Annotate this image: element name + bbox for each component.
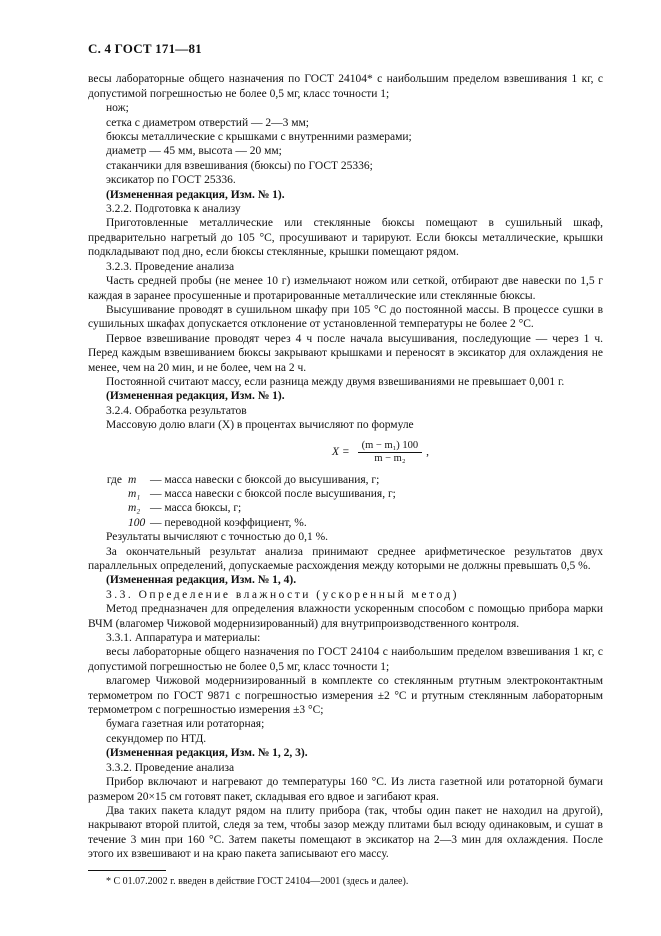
paragraph: диаметр — 45 мм, высота — 20 мм; [106,145,282,158]
legend-dsc: — переводной коэффициент, %. [150,516,307,529]
formula-numerator: (m − m₁) 100 [358,440,423,453]
legend-lbl: где [106,473,122,486]
footnote-divider [88,870,166,871]
paragraph: Два таких пакета кладут рядом на плиту прибора (так, чтобы один пакет не находил на другой), накрывают второй плитой, следя за тем, чтобы зазор между плитами был всюду одинаковым, и сушат в течение 3 мин при 160 °С. Затем пакеты помещают в эксикатор на 2—3 мин для охлаждения. После этого их взвешивают и на краю пакета записывают его массу. [88,804,603,861]
paragraph: Часть средней пробы (не менее 10 г) измельчают ножом или сеткой, отбирают две навески по 1,5 г каждая в заранее просушенные и протарированные металлические или стеклянные бюксы. [88,275,603,302]
paragraph: Высушивание проводят в сушильном шкафу при 105 °С до постоянной массы. В процессе сушки в сушильных шкафах допускается отклонение от установленной температуры не более 2 °С. [88,303,603,331]
paragraph: бюксы металлические с крышками с внутренними размерами; [106,131,412,144]
paragraph: (Измененная редакция, Изм. № 1). [106,188,285,201]
paragraph: Первое взвешивание проводят через 4 ч после начала высушивания, последующие — через 1 ч. Перед каждым взвешиванием бюксы закрывают крышками и переносят в эксикатор для охлаждения не менее, чем на 20 мин, и не более, чем на 2 ч. [88,332,603,374]
legend-row [88,487,603,501]
paragraph: влагомер Чижовой модернизированный в комплекте со стеклянным ртутным электроконтактным термометром по ГОСТ 9871 с погрешностью измерения ±2 °С и ртутным стеклянным лабораторным термометром с погрешностью измерения ±3 °С; [88,675,603,717]
paragraph: 3.3.1. Аппаратура и материалы: [106,632,261,645]
paragraph: Массовую долю влаги (X) в процентах вычисляют по формуле [106,419,414,432]
page-header: С. 4 ГОСТ 171—81 [88,41,202,56]
paragraph: сетка с диаметром отверстий — 2—3 мм; [106,116,309,129]
paragraph: Результаты вычисляют с точностью до 0,1 %. [106,531,329,544]
paragraph: 3.2.3. Проведение анализа [106,260,235,273]
legend-dsc: — масса навески с бюксой до высушивания, г; [150,473,380,486]
paragraph: весы лабораторные общего назначения по ГОСТ 24104 с наибольшим пределом взвешивания 1 кг, с допустимой погрешностью не более 0,5 мг, класс точности 1; [88,646,603,673]
paragraph: эксикатор по ГОСТ 25336. [106,174,236,187]
paragraph: весы лабораторные общего назначения по ГОСТ 24104* с наибольшим пределом взвешивания 1 кг, с допустимой погрешностью не более 0,5 мг, класс точности 1; [88,73,603,100]
paragraph: Метод предназначен для определения влажности ускоренным способом с помощью прибора марки ВЧМ (влагомер Чижовой модернизированный) для внутрипроизводственного контроля. [88,603,603,630]
footnote: * С 01.07.2002 г. введен в действие ГОСТ 24104—2001 (здесь и далее). [106,875,409,887]
legend-lbl [88,516,128,530]
paragraph: Приготовленные металлические или стеклянные бюксы помещают в сушильный шкаф, предварительно нагретый до 105 °С, просушивают и тарируют. Если бюксы металлические, крышки подкладывают под дно, если бюксы стеклянные, крышки помещают рядом. [88,217,603,259]
legend-lbl [88,487,128,501]
legend-sym: m [128,473,137,486]
paragraph: Постоянной считают массу, если разница между двумя взвешиваниями не превышает 0,001 г. [106,375,565,388]
legend-row [88,516,603,530]
formula-tail: , [426,446,430,459]
formula-legend [88,473,603,531]
paragraph: 3.2.4. Обработка результатов [106,404,247,417]
formula-fraction [358,440,423,465]
paragraph: секундомер по НТД. [106,732,207,745]
paragraph: стаканчики для взвешивания (бюксы) по ГОСТ 25336; [106,159,373,172]
body-text-block-1 [88,72,603,432]
paragraph: бумага газетная или ротаторная; [106,718,265,731]
paragraph: 3.3. Определение влажности (ускоренный метод) [106,588,460,601]
paragraph: (Измененная редакция, Изм. № 1, 2, 3). [106,747,308,760]
paragraph: нож; [106,102,129,115]
legend-sym: m₂ [128,502,141,515]
legend-sym: m₁ [128,487,141,500]
paragraph: Прибор включают и нагревают до температуры 160 °С. Из листа газетной или ротаторной бумаги размером 20×15 см готовят пакет, складывая его вдвое и загибают края. [88,776,603,803]
legend-lbl [88,501,128,515]
paragraph: 3.3.2. Проведение анализа [106,761,235,774]
legend-row [88,501,603,515]
legend-row [88,473,603,487]
legend-dsc: — масса бюксы, г; [150,502,242,515]
paragraph: 3.2.2. Подготовка к анализу [106,203,241,216]
legend-sym: 100 [128,516,146,529]
paragraph: (Измененная редакция, Изм. № 1). [106,390,285,403]
paragraph: (Измененная редакция, Изм. № 1, 4). [106,574,297,587]
formula-lhs: X = [331,446,350,459]
paragraph: За окончательный результат анализа принимают среднее арифметическое результатов двух параллельных определений, допускаемые расхождения между которыми не должны превышать 0,5 %. [88,545,603,572]
moisture-formula [158,437,603,469]
legend-dsc: — масса навески с бюксой после высушивания, г; [150,487,396,500]
body-text-block-2 [88,530,603,861]
formula-denominator: m − m₂ [374,453,406,465]
